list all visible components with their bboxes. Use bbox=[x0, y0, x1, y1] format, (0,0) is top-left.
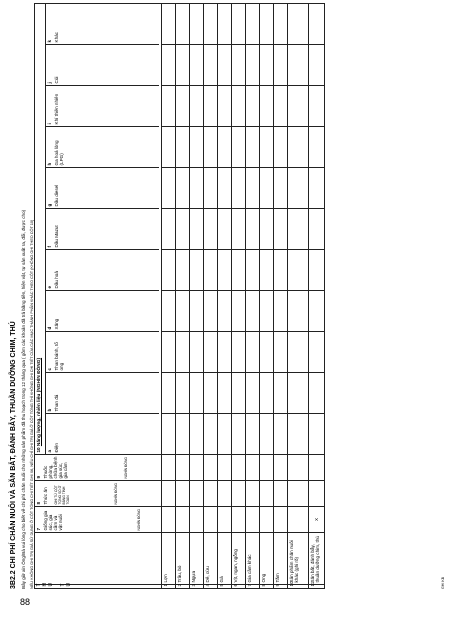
col9-header: 9 Thuốc phòng, chữa bệnh gia súc, gia cầm NGHÌN ĐỒNG bbox=[35, 455, 162, 481]
fuel-cell[interactable] bbox=[204, 127, 217, 168]
fuel-cell[interactable] bbox=[274, 414, 287, 454]
fuel-subheader-g: g Dầu diesel bbox=[46, 168, 159, 209]
fuel-cell[interactable] bbox=[176, 127, 189, 168]
cell-col9[interactable] bbox=[204, 455, 218, 481]
fuel-cell[interactable] bbox=[309, 127, 324, 168]
fuel-cell[interactable] bbox=[162, 373, 175, 414]
fuel-cell[interactable] bbox=[162, 291, 175, 332]
fuel-cell[interactable] bbox=[246, 127, 259, 168]
fuel-cell[interactable] bbox=[309, 45, 324, 86]
cell-col10 bbox=[246, 4, 260, 455]
fuel-cell[interactable] bbox=[176, 414, 189, 454]
fuel-cell[interactable] bbox=[288, 168, 308, 209]
fuel-cell[interactable] bbox=[246, 250, 259, 291]
cell-col10 bbox=[218, 4, 232, 455]
cell-col8[interactable] bbox=[176, 481, 190, 507]
cell-col10 bbox=[260, 4, 274, 455]
row-label: Ong bbox=[260, 533, 274, 585]
row-label: Dê, cừu bbox=[204, 533, 218, 585]
cell-col9[interactable] bbox=[288, 455, 309, 481]
row-number: 1 bbox=[162, 585, 176, 589]
table-row bbox=[260, 4, 274, 589]
fuel-cell[interactable] bbox=[260, 45, 273, 86]
fuel-cell[interactable] bbox=[204, 209, 217, 250]
fuel-cell[interactable] bbox=[218, 414, 231, 454]
cell-col7[interactable] bbox=[232, 507, 246, 533]
fuel-cell[interactable] bbox=[204, 86, 217, 127]
fuel-cell[interactable] bbox=[232, 209, 245, 250]
fuel-cell[interactable] bbox=[190, 168, 203, 209]
fuel-cell[interactable] bbox=[260, 127, 273, 168]
table-row bbox=[176, 4, 190, 589]
fuel-cell[interactable] bbox=[218, 209, 231, 250]
fuel-cell[interactable] bbox=[232, 291, 245, 332]
table-row bbox=[190, 4, 204, 589]
fuel-cell[interactable] bbox=[246, 4, 259, 45]
fuel-cell[interactable] bbox=[260, 373, 273, 414]
cell-col8[interactable] bbox=[246, 481, 260, 507]
footer-code: GHI KB bbox=[441, 576, 445, 589]
fuel-cell[interactable] bbox=[246, 45, 259, 86]
fuel-cell[interactable] bbox=[246, 332, 259, 373]
instruction-note: NẾU KHÔNG GHI TRỊ GIÁ SỬ DỤNG Ở CỘT TỔNG CHI TIẾT GHI X6, NẾU CHỈ GHI TRỊ GIÁ Ở CỘT TỔNG THÌ KHÔNG GHI CHI TIẾT CỦA CÁC MỤC THÀNH PHẦN KHÁC THEO CỘT (KHÔNG GHI THEO CỘT 10) bbox=[29, 219, 34, 589]
fuel-cell[interactable] bbox=[274, 209, 287, 250]
fuel-cell[interactable] bbox=[176, 168, 189, 209]
col8-header: 8 Thức ăn GHI TỪ CỘT TỔNG SỐ Ở BẢNG TÍNH TOÁN NGHÌN ĐỒNG bbox=[35, 481, 162, 507]
fuel-subheader-k: k Khác bbox=[46, 4, 159, 45]
row-number: 3 bbox=[190, 585, 204, 589]
fuel-cell[interactable] bbox=[232, 332, 245, 373]
fuel-cell[interactable] bbox=[274, 86, 287, 127]
fuel-cell[interactable] bbox=[288, 45, 308, 86]
fuel-cell[interactable] bbox=[309, 414, 324, 454]
fuel-cell[interactable] bbox=[204, 45, 217, 86]
blank-header-cell bbox=[35, 533, 162, 585]
row-label: Tằm bbox=[274, 533, 288, 585]
fuel-cell[interactable] bbox=[190, 332, 203, 373]
cell-col9[interactable] bbox=[260, 455, 274, 481]
fuel-cell[interactable] bbox=[190, 373, 203, 414]
cell-col8[interactable] bbox=[190, 481, 204, 507]
row-label: Ngựa bbox=[190, 533, 204, 585]
fuel-subheaders bbox=[46, 4, 159, 454]
fuel-cell[interactable] bbox=[176, 4, 189, 45]
fuel-cell[interactable] bbox=[246, 373, 259, 414]
cell-col7[interactable] bbox=[246, 507, 260, 533]
row-number: 8 bbox=[260, 585, 274, 589]
col7-header: 7 Giống gia súc, gia cầm và vật nuôi NGHÌN ĐỒNG bbox=[35, 507, 162, 533]
fuel-cell[interactable] bbox=[260, 291, 273, 332]
fuel-subheader-c: c Than bánh, tổ ong bbox=[46, 332, 159, 373]
cost-table bbox=[34, 3, 325, 589]
fuel-cell[interactable] bbox=[218, 4, 231, 45]
cell-col7[interactable] bbox=[288, 507, 309, 533]
row-label: Săn bắt, đánh bẫy, thuần dưỡng chim, thú bbox=[309, 533, 325, 585]
rotated-form-page bbox=[4, 0, 452, 597]
thu-tu-header: T H Ú T Ú bbox=[35, 585, 162, 589]
fuel-cell[interactable] bbox=[204, 373, 217, 414]
row-number: 10 bbox=[288, 585, 309, 589]
cell-col10 bbox=[288, 4, 309, 455]
fuel-cell[interactable] bbox=[162, 250, 175, 291]
fuel-cell[interactable] bbox=[288, 86, 308, 127]
fuel-subheader-e: e Dầu hoả bbox=[46, 250, 159, 291]
fuel-cell[interactable] bbox=[190, 250, 203, 291]
fuel-cell[interactable] bbox=[162, 414, 175, 454]
row-label: Trâu, bò bbox=[176, 533, 190, 585]
fuel-cell[interactable] bbox=[232, 414, 245, 454]
cell-col8[interactable] bbox=[288, 481, 309, 507]
fuel-cell[interactable] bbox=[190, 86, 203, 127]
cell-col7[interactable]: X bbox=[309, 507, 325, 533]
fuel-cell[interactable] bbox=[176, 250, 189, 291]
section-title: 3B2.2 CHI PHÍ CHĂN NUÔI VÀ SĂN BẮT, ĐÁNH BẪY, THUẦN DƯỠNG CHIM, THÚ bbox=[10, 321, 17, 589]
fuel-cell[interactable] bbox=[246, 168, 259, 209]
cell-col9[interactable] bbox=[309, 455, 325, 481]
fuel-cell[interactable] bbox=[190, 291, 203, 332]
table-row bbox=[232, 4, 246, 589]
fuel-cell[interactable] bbox=[218, 86, 231, 127]
fuel-subheader-b: b Than đá bbox=[46, 373, 159, 414]
fuel-cell[interactable] bbox=[288, 209, 308, 250]
section-subtitle: Bây giờ xin Ông/Bà vui lòng cho biết về chi phí chăn nuôi cho những sản phẩm đã thu hoạch trong 12 tháng qua ( gồm các khoản đã trả bằng tiền, hiện vật, tự sản xuất ra, đổi, được cho) bbox=[21, 209, 26, 589]
row-number: 7 bbox=[246, 585, 260, 589]
fuel-cell[interactable] bbox=[190, 414, 203, 454]
fuel-cell[interactable] bbox=[260, 4, 273, 45]
fuel-cell[interactable] bbox=[246, 291, 259, 332]
fuel-cell[interactable] bbox=[274, 168, 287, 209]
fuel-cell[interactable] bbox=[204, 291, 217, 332]
fuel-cell[interactable] bbox=[309, 250, 324, 291]
fuel-cell[interactable] bbox=[176, 86, 189, 127]
cell-col7[interactable] bbox=[190, 507, 204, 533]
fuel-cell[interactable] bbox=[246, 209, 259, 250]
fuel-cell[interactable] bbox=[274, 332, 287, 373]
fuel-cell[interactable] bbox=[274, 127, 287, 168]
fuel-cell[interactable] bbox=[274, 373, 287, 414]
fuel-cell[interactable] bbox=[288, 332, 308, 373]
fuel-cell[interactable] bbox=[204, 414, 217, 454]
fuel-cell[interactable] bbox=[288, 250, 308, 291]
fuel-cell[interactable] bbox=[309, 373, 324, 414]
fuel-cell[interactable] bbox=[232, 168, 245, 209]
fuel-cell[interactable] bbox=[218, 168, 231, 209]
fuel-cell[interactable] bbox=[218, 127, 231, 168]
fuel-cell[interactable] bbox=[232, 4, 245, 45]
table-row bbox=[204, 4, 218, 589]
cell-col8[interactable] bbox=[260, 481, 274, 507]
fuel-subheader-d: d Xăng bbox=[46, 291, 159, 332]
cell-col9[interactable] bbox=[232, 455, 246, 481]
fuel-cell[interactable] bbox=[232, 86, 245, 127]
fuel-cell[interactable] bbox=[260, 250, 273, 291]
row-number: 5 bbox=[218, 585, 232, 589]
fuel-cell[interactable] bbox=[176, 209, 189, 250]
fuel-subheader-f: f Dầu Mazut bbox=[46, 209, 159, 250]
row-number: 4 bbox=[204, 585, 218, 589]
fuel-cell[interactable] bbox=[162, 45, 175, 86]
row-label: Sản phẩm chăn nuôi khác (ghi rõ) bbox=[288, 533, 309, 585]
fuel-cell[interactable] bbox=[232, 250, 245, 291]
cell-col9[interactable] bbox=[218, 455, 232, 481]
fuel-cell[interactable] bbox=[218, 250, 231, 291]
fuel-cell[interactable] bbox=[246, 414, 259, 454]
row-number: 11 bbox=[309, 585, 325, 589]
fuel-cell[interactable] bbox=[176, 291, 189, 332]
row-label: Vịt, ngan, ngỗng bbox=[232, 533, 246, 585]
fuel-cell[interactable] bbox=[309, 209, 324, 250]
table-row bbox=[162, 4, 176, 589]
fuel-cell[interactable] bbox=[204, 332, 217, 373]
cell-col7[interactable] bbox=[204, 507, 218, 533]
fuel-subheader-h: h Ga hoá lỏng (LPG) bbox=[46, 127, 159, 168]
fuel-cell[interactable] bbox=[309, 4, 324, 45]
table-row bbox=[274, 4, 288, 589]
fuel-cell[interactable] bbox=[274, 45, 287, 86]
fuel-cell[interactable] bbox=[190, 127, 203, 168]
fuel-cell[interactable] bbox=[288, 291, 308, 332]
fuel-cell[interactable] bbox=[204, 250, 217, 291]
cell-col7[interactable] bbox=[162, 507, 176, 533]
table-row bbox=[218, 4, 232, 589]
cell-col8[interactable] bbox=[204, 481, 218, 507]
fuel-cell[interactable] bbox=[162, 332, 175, 373]
header-row bbox=[35, 4, 162, 589]
cell-col10 bbox=[232, 4, 246, 455]
fuel-cell[interactable] bbox=[260, 332, 273, 373]
fuel-cell[interactable] bbox=[218, 291, 231, 332]
col10-header: 10 Năng lượng, nhiên liệu (NGHÌN ĐỒNG) a Điện b Than đá c Than bánh, tổ ong d Xăng e Dầu hoả f Dầu Mazut g Dầu diesel h Ga hoá lỏng (LPG) i Khí thiên nhiên j Củi k Khác bbox=[35, 4, 162, 455]
fuel-cell[interactable] bbox=[176, 373, 189, 414]
cell-col7[interactable] bbox=[176, 507, 190, 533]
fuel-cell[interactable] bbox=[218, 332, 231, 373]
fuel-cell[interactable] bbox=[260, 209, 273, 250]
fuel-cell[interactable] bbox=[309, 86, 324, 127]
table-row bbox=[288, 4, 309, 589]
fuel-cell[interactable] bbox=[309, 291, 324, 332]
fuel-cell[interactable] bbox=[288, 373, 308, 414]
fuel-cell[interactable] bbox=[309, 332, 324, 373]
cell-col9[interactable] bbox=[162, 455, 176, 481]
cell-col7[interactable] bbox=[274, 507, 288, 533]
cell-col10 bbox=[162, 4, 176, 455]
page-number: 88 bbox=[20, 597, 31, 607]
cell-col7[interactable] bbox=[218, 507, 232, 533]
cell-col10 bbox=[204, 4, 218, 455]
fuel-cell[interactable] bbox=[260, 414, 273, 454]
fuel-cell[interactable] bbox=[176, 45, 189, 86]
row-number: 2 bbox=[176, 585, 190, 589]
cell-col9[interactable] bbox=[176, 455, 190, 481]
row-label: Gà bbox=[218, 533, 232, 585]
cell-col9[interactable] bbox=[274, 455, 288, 481]
fuel-cell[interactable] bbox=[274, 291, 287, 332]
cell-col8[interactable] bbox=[232, 481, 246, 507]
fuel-cell[interactable] bbox=[288, 4, 308, 45]
cell-col10 bbox=[176, 4, 190, 455]
fuel-cell[interactable] bbox=[162, 127, 175, 168]
fuel-cell[interactable] bbox=[190, 4, 203, 45]
cell-col9[interactable] bbox=[246, 455, 260, 481]
row-label: Lợn bbox=[162, 533, 176, 585]
fuel-cell[interactable] bbox=[309, 168, 324, 209]
cell-col10 bbox=[309, 4, 325, 455]
row-number: 9 bbox=[274, 585, 288, 589]
fuel-cell[interactable] bbox=[274, 250, 287, 291]
fuel-cell[interactable] bbox=[162, 168, 175, 209]
fuel-cell[interactable] bbox=[232, 45, 245, 86]
cell-col9[interactable] bbox=[190, 455, 204, 481]
row-label: Gia cầm khác bbox=[246, 533, 260, 585]
row-number: 6 bbox=[232, 585, 246, 589]
cell-col10 bbox=[190, 4, 204, 455]
fuel-cell[interactable] bbox=[162, 86, 175, 127]
fuel-cell[interactable] bbox=[190, 45, 203, 86]
fuel-cell[interactable] bbox=[162, 209, 175, 250]
fuel-cell[interactable] bbox=[288, 127, 308, 168]
fuel-cell[interactable] bbox=[274, 4, 287, 45]
fuel-cell[interactable] bbox=[232, 373, 245, 414]
cell-col8[interactable] bbox=[274, 481, 288, 507]
fuel-cell[interactable] bbox=[288, 414, 308, 454]
cell-col8[interactable] bbox=[162, 481, 176, 507]
fuel-cell[interactable] bbox=[176, 332, 189, 373]
fuel-cell[interactable] bbox=[218, 373, 231, 414]
fuel-subheader-j: j Củi bbox=[46, 45, 159, 86]
fuel-cell[interactable] bbox=[232, 127, 245, 168]
fuel-cell[interactable] bbox=[260, 168, 273, 209]
table-row bbox=[309, 4, 325, 589]
table-row bbox=[246, 4, 260, 589]
fuel-cell[interactable] bbox=[260, 86, 273, 127]
fuel-cell[interactable] bbox=[246, 86, 259, 127]
cell-col8[interactable] bbox=[309, 481, 325, 507]
fuel-cell[interactable] bbox=[218, 45, 231, 86]
cell-col8[interactable] bbox=[218, 481, 232, 507]
fuel-cell[interactable] bbox=[190, 209, 203, 250]
fuel-cell[interactable] bbox=[162, 4, 175, 45]
fuel-cell[interactable] bbox=[204, 168, 217, 209]
fuel-subheader-i: i Khí thiên nhiên bbox=[46, 86, 159, 127]
cell-col10 bbox=[274, 4, 288, 455]
fuel-cell[interactable] bbox=[204, 4, 217, 45]
fuel-subheader-a: a Điện bbox=[47, 443, 59, 453]
cell-col7[interactable] bbox=[260, 507, 274, 533]
